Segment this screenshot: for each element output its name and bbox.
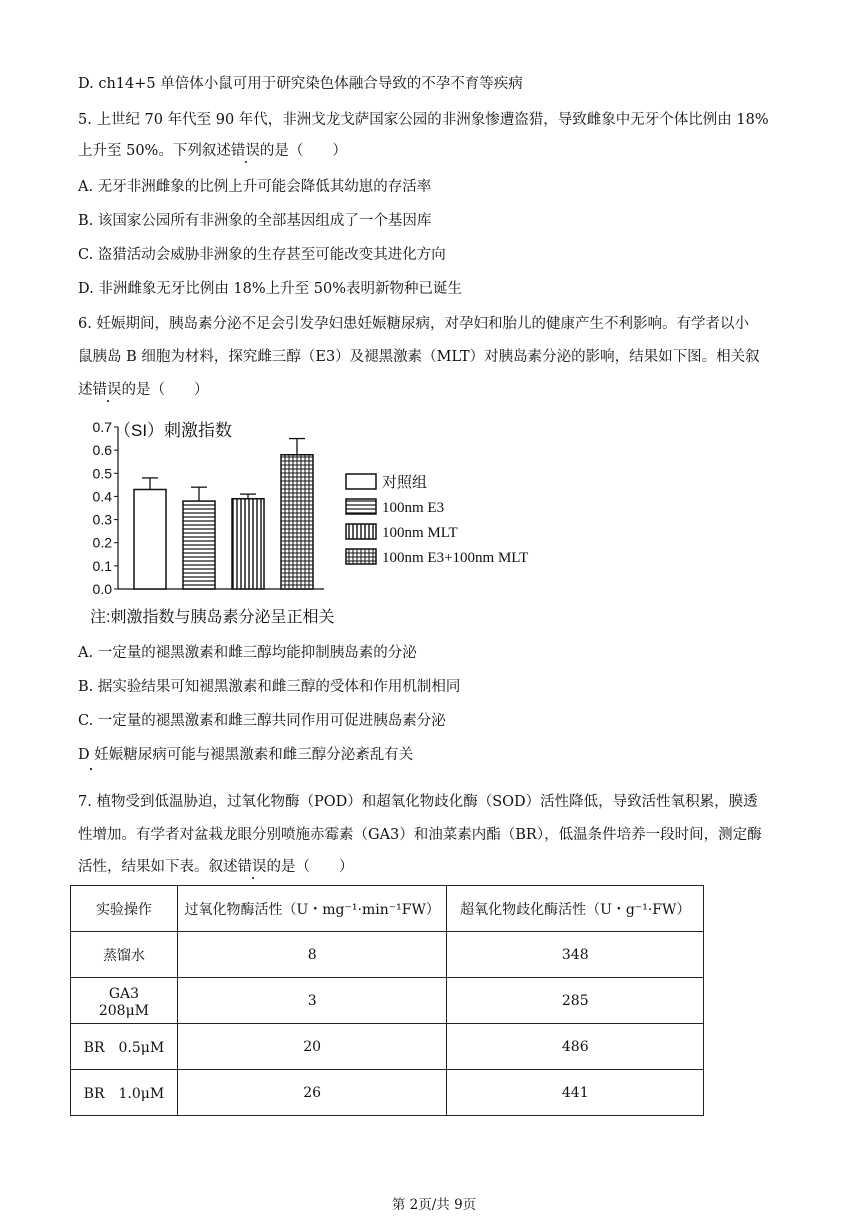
- table-row: [71, 978, 704, 1024]
- stray-dot: [90, 768, 92, 770]
- y-tick-label: 0.6: [92, 442, 112, 459]
- q6-option-d: D 妊娠糖尿病可能与褪黑激素和雌三醇分泌紊乱有关: [78, 747, 414, 763]
- q7-emphasis: 错误: [237, 859, 267, 875]
- bar: [183, 501, 215, 589]
- table-row: [71, 932, 704, 978]
- table-cell: BR 1.0μM: [71, 1070, 178, 1116]
- q7-stem-text: 活性，结果如下表。叙述: [78, 859, 238, 875]
- bar: [134, 489, 166, 589]
- legend-label: 100nm MLT: [382, 525, 458, 541]
- y-tick-label: 0.7: [92, 419, 112, 435]
- table-cell: 蒸馏水: [71, 932, 178, 978]
- table-cell: 486: [447, 1024, 704, 1070]
- q5-stem-line2: [78, 141, 347, 161]
- chart-note: 注:刺激指数与胰岛素分泌呈正相关: [90, 609, 335, 626]
- q6-stem-end: 的是（ ）: [121, 382, 209, 398]
- q6-emphasis: 错误: [92, 382, 122, 398]
- y-tick-label: 0.1: [92, 557, 112, 574]
- y-tick-label: 0.0: [92, 581, 112, 597]
- table-header-cell: 实验操作: [71, 886, 178, 932]
- table-header-cell: 过氧化物酶活性（U・mg⁻¹·min⁻¹FW）: [177, 886, 447, 932]
- q7-stem-line2: 性增加。有学者对盆栽龙眼分别喷施赤霉素（GA3）和油菜素内酯（BR），低温条件培养一段时间，测定酶: [78, 827, 762, 843]
- q6-stem-line1: 6. 妊娠期间，胰岛素分泌不足会引发孕妇患妊娠糖尿病，对孕妇和胎儿的健康产生不利影响。有学者以小: [78, 316, 749, 332]
- q7-stem-end: 的是（ ）: [266, 859, 354, 875]
- q5-emphasis: 错误: [230, 143, 260, 159]
- table-cell: BR 0.5μM: [71, 1024, 178, 1070]
- y-tick-label: 0.5: [92, 465, 112, 482]
- y-tick-label: 0.2: [92, 534, 112, 551]
- table-cell: 441: [447, 1070, 704, 1116]
- legend-swatch: [346, 524, 376, 539]
- q7-stem-line1: 7. 植物受到低温胁迫，过氧化物酶（POD）和超氧化物歧化酶（SOD）活性降低，导致活性氧积累，膜透: [78, 794, 758, 810]
- q6-option-c: C. 一定量的褪黑激素和雌三醇共同作用可促进胰岛素分泌: [78, 713, 446, 729]
- table-cell: 3: [177, 978, 447, 1024]
- table-row: [71, 1024, 704, 1070]
- enzyme-activity-table: [70, 885, 704, 1116]
- legend-swatch: [346, 499, 376, 514]
- q6-option-a: A. 一定量的褪黑激素和雌三醇均能抑制胰岛素的分泌: [78, 645, 417, 661]
- q5-option-b: B. 该国家公园所有非洲象的全部基因组成了一个基因库: [78, 213, 432, 229]
- table-cell: 20: [177, 1024, 447, 1070]
- q5-option-d: D. 非洲雌象无牙比例由 18%上升至 50%表明新物种已诞生: [78, 281, 463, 297]
- table-cell: 8: [177, 932, 447, 978]
- q4-option-d: D. ch14+5 单倍体小鼠可用于研究染色体融合导致的不孕不育等疾病: [78, 76, 523, 92]
- q6-stem-line3: [78, 380, 209, 400]
- q6-stem-text: 述: [78, 382, 93, 398]
- table-cell: 348: [447, 932, 704, 978]
- table-row: [71, 1070, 704, 1116]
- q6-option-b: B. 据实验结果可知褪黑激素和雌三醇的受体和作用机制相同: [78, 679, 461, 695]
- si-bar-chart: [88, 412, 578, 634]
- q7-stem-line3: [78, 857, 354, 877]
- legend-label: 对照组: [382, 475, 428, 491]
- legend-swatch: [346, 549, 376, 564]
- bar: [281, 455, 313, 589]
- table-cell: 285: [447, 978, 704, 1024]
- table-cell: GA3 208μM: [71, 978, 178, 1024]
- legend-label: 100nm E3+100nm MLT: [382, 550, 529, 566]
- page-footer: 第 2页/共 9页: [391, 1197, 477, 1213]
- table-header-cell: 超氧化物歧化酶活性（U・g⁻¹·FW）: [447, 886, 704, 932]
- q5-option-c: C. 盗猎活动会威胁非洲象的生存甚至可能改变其进化方向: [78, 247, 446, 263]
- q5-stem-end: 的是（ ）: [259, 143, 347, 159]
- legend-swatch: [346, 474, 376, 489]
- y-tick-label: 0.3: [92, 511, 112, 528]
- q6-stem-line2: 鼠胰岛 B 细胞为材料，探究雌三醇（E3）及褪黑激素（MLT）对胰岛素分泌的影响，结果如下图。相关叙: [78, 349, 760, 365]
- q5-option-a: A. 无牙非洲雌象的比例上升可能会降低其幼崽的存活率: [78, 179, 432, 195]
- q5-stem-text: 上升至 50%。下列叙述: [78, 143, 231, 159]
- chart-title: （SI）刺激指数: [114, 421, 233, 440]
- bar: [232, 499, 264, 589]
- q5-stem-line1: 5. 上世纪 70 年代至 90 年代，非洲戈龙戈萨国家公园的非洲象惨遭盗猎，导致雌象中无牙个体比例由 18%: [78, 112, 769, 128]
- y-tick-label: 0.4: [92, 488, 112, 505]
- legend-label: 100nm E3: [382, 500, 445, 516]
- table-header-row: [71, 886, 704, 932]
- table-cell: 26: [177, 1070, 447, 1116]
